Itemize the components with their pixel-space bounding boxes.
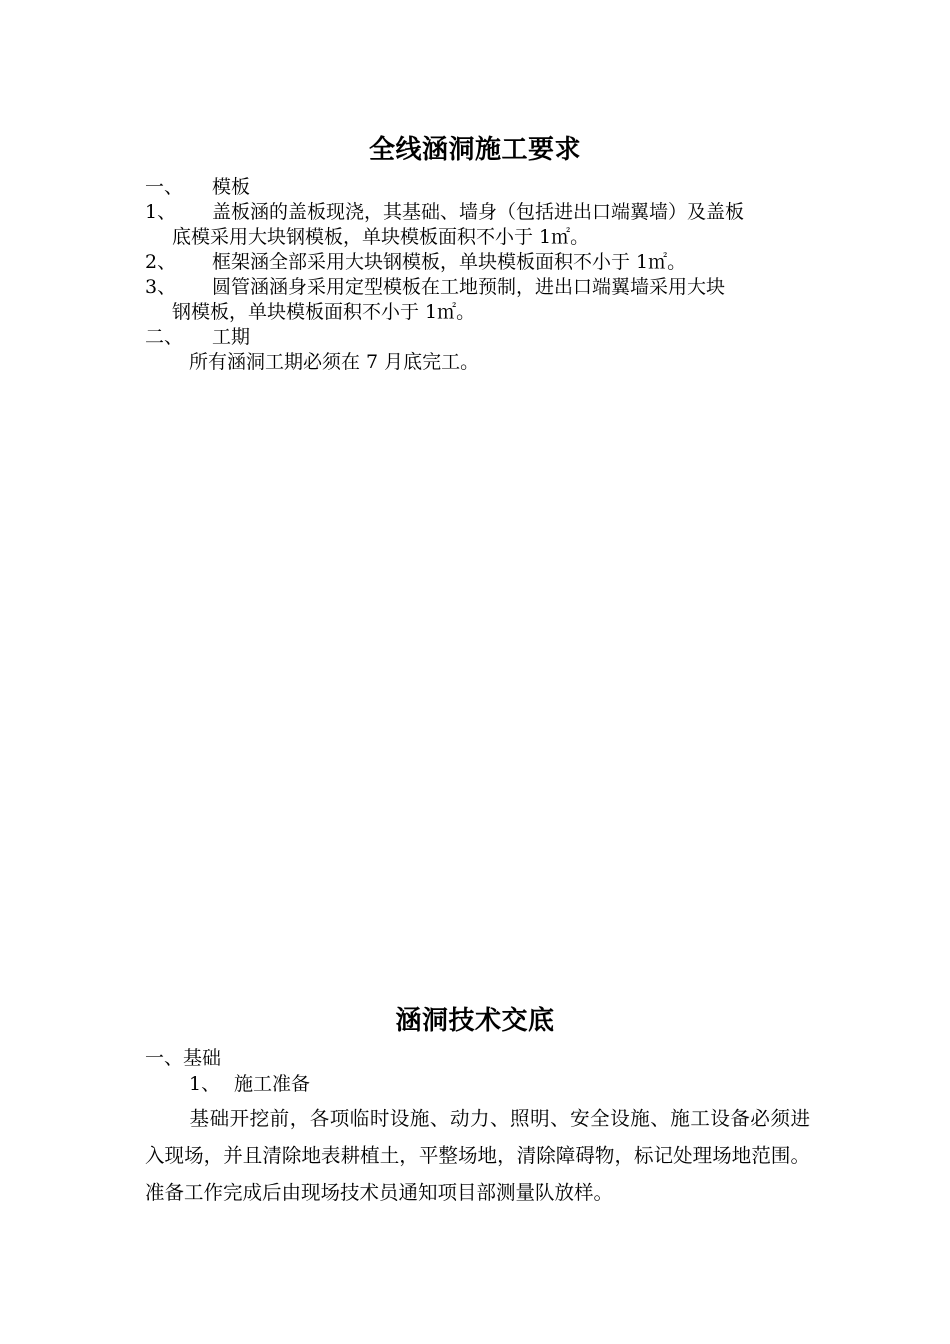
heading-text: 工期 — [212, 326, 251, 348]
list-item-1-line1 — [145, 200, 744, 224]
sub-heading-preparation — [189, 1072, 310, 1096]
heading-number: 二、 — [145, 326, 184, 348]
item-number: 2、 — [145, 251, 177, 273]
sub-heading-number: 1、 — [189, 1073, 221, 1095]
list-item-2 — [145, 250, 686, 274]
item-text: 圆管涵涵身采用定型模板在工地预制，进出口端翼墙采用大块 — [212, 276, 726, 298]
heading-foundation: 一、基础 — [145, 1047, 222, 1069]
list-item-1-line2: 底模采用大块钢模板，单块模板面积不小于 1㎡。 — [172, 226, 590, 248]
heading-formwork — [145, 175, 250, 199]
item-number: 3、 — [145, 276, 177, 298]
item-text: 盖板涵的盖板现浇，其基础、墙身（包括进出口端翼墙）及盖板 — [212, 201, 745, 223]
heading-number: 一、 — [145, 176, 184, 198]
heading-text: 模板 — [212, 176, 251, 198]
deadline-text: 所有涵洞工期必须在 7 月底完工。 — [189, 351, 480, 373]
section-title-requirements: 全线涵洞施工要求 — [368, 135, 581, 165]
preparation-paragraph — [145, 1100, 810, 1211]
item-text: 框架涵全部采用大块钢模板，单块模板面积不小于 1㎡。 — [212, 251, 687, 273]
list-item-3-line2: 钢模板，单块模板面积不小于 1㎡。 — [172, 301, 476, 323]
paragraph-text: 基础开挖前，各项临时设施、动力、照明、安全设施、施工设备必须进入现场，并且清除地表耕植土，平整场地，清除障碍物，标记处理场地范围。准备工作完成后由现场技术员通知项目部测量队放样。 — [145, 1107, 810, 1204]
heading-schedule — [145, 325, 250, 349]
section-title-technical-briefing: 涵洞技术交底 — [395, 1006, 555, 1036]
list-item-3-line1 — [145, 275, 725, 299]
item-number: 1、 — [145, 201, 177, 223]
sub-heading-text: 施工准备 — [234, 1073, 311, 1095]
